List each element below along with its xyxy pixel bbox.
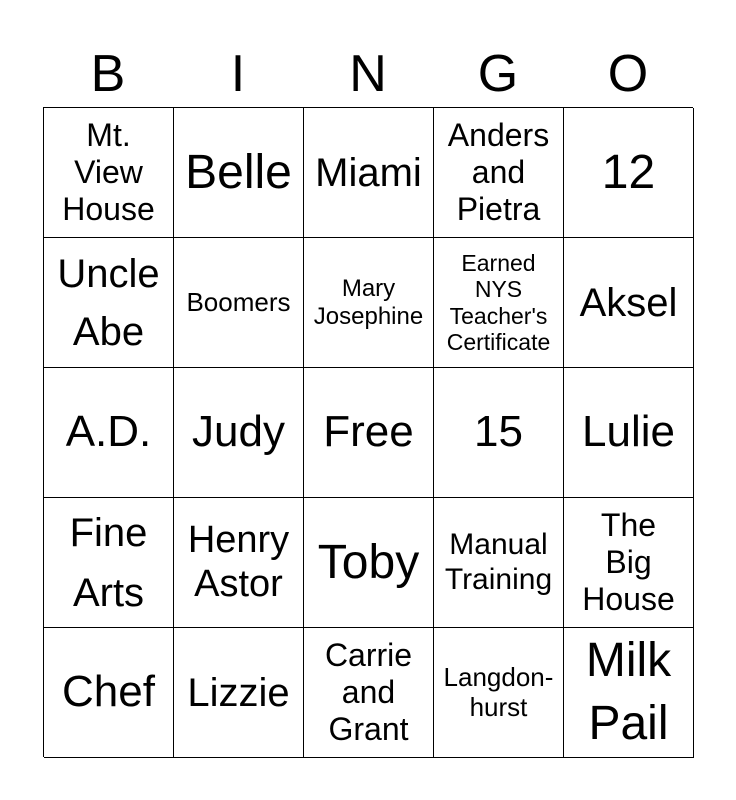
cell-text: 15 — [474, 407, 523, 457]
cell-text: The Big House — [582, 507, 675, 617]
cell-text: Lulie — [582, 407, 675, 457]
cell-text: Carrie and Grant — [324, 637, 413, 747]
bingo-cell-r3c4[interactable] — [434, 368, 564, 498]
cell-text: Manual Training — [444, 528, 553, 596]
cell-text: Lizzie — [187, 670, 290, 715]
bingo-cell-r1c3[interactable] — [304, 108, 434, 238]
bingo-cell-r5c5[interactable] — [564, 628, 694, 758]
cell-text: Henry Astor — [187, 518, 290, 605]
cell-text: 12 — [601, 145, 656, 199]
bingo-cell-r4c4[interactable] — [434, 498, 564, 628]
cell-text: Judy — [192, 407, 285, 457]
bingo-cell-r4c5[interactable] — [564, 498, 694, 628]
cell-text: Chef — [62, 667, 155, 717]
cell-text: Belle — [185, 145, 292, 199]
bingo-cell-r1c1[interactable] — [44, 108, 174, 238]
cell-text: Anders and Pietra — [447, 117, 550, 227]
bingo-cell-r4c2[interactable] — [174, 498, 304, 628]
bingo-cell-r2c1[interactable] — [44, 238, 174, 368]
header-letter-o: O — [607, 45, 649, 103]
bingo-cell-r5c4[interactable] — [434, 628, 564, 758]
cell-text: Milk Pail — [585, 634, 672, 750]
cell-text: Boomers — [186, 286, 291, 317]
header-letter-i: I — [230, 45, 246, 103]
cell-text: Earned NYS Teacher's Certificate — [446, 249, 551, 355]
header-letter-g: G — [477, 45, 519, 103]
bingo-header — [43, 40, 693, 108]
cell-text: Uncle Abe — [57, 251, 160, 354]
bingo-cell-r2c3[interactable] — [304, 238, 434, 368]
bingo-cell-r2c5[interactable] — [564, 238, 694, 368]
bingo-cell-r3c3[interactable] — [304, 368, 434, 498]
bingo-cell-r5c3[interactable] — [304, 628, 434, 758]
cell-text: Miami — [315, 150, 422, 195]
header-letter-n: N — [349, 45, 387, 103]
cell-text: Toby — [317, 535, 420, 589]
cell-text: Mt. View House — [62, 117, 155, 227]
bingo-cell-r2c4[interactable] — [434, 238, 564, 368]
bingo-cell-r5c1[interactable] — [44, 628, 174, 758]
cell-text: Fine Arts — [69, 510, 148, 615]
bingo-cell-r1c4[interactable] — [434, 108, 564, 238]
bingo-cell-r3c5[interactable] — [564, 368, 694, 498]
bingo-cell-r1c5[interactable] — [564, 108, 694, 238]
bingo-cell-r1c2[interactable] — [174, 108, 304, 238]
cell-text: Free — [323, 407, 414, 457]
bingo-cell-r3c1[interactable] — [44, 368, 174, 498]
bingo-cell-r3c2[interactable] — [174, 368, 304, 498]
bingo-cell-r4c1[interactable] — [44, 498, 174, 628]
cell-text: Mary Josephine — [313, 274, 424, 330]
cell-text: Aksel — [579, 280, 678, 325]
cell-text: A.D. — [65, 407, 152, 457]
header-letter-b: B — [90, 45, 126, 103]
bingo-cell-r2c2[interactable] — [174, 238, 304, 368]
bingo-cell-r5c2[interactable] — [174, 628, 304, 758]
bingo-board — [43, 107, 693, 757]
cell-text: Langdon-hurst — [443, 661, 554, 722]
bingo-cell-r4c3[interactable] — [304, 498, 434, 628]
